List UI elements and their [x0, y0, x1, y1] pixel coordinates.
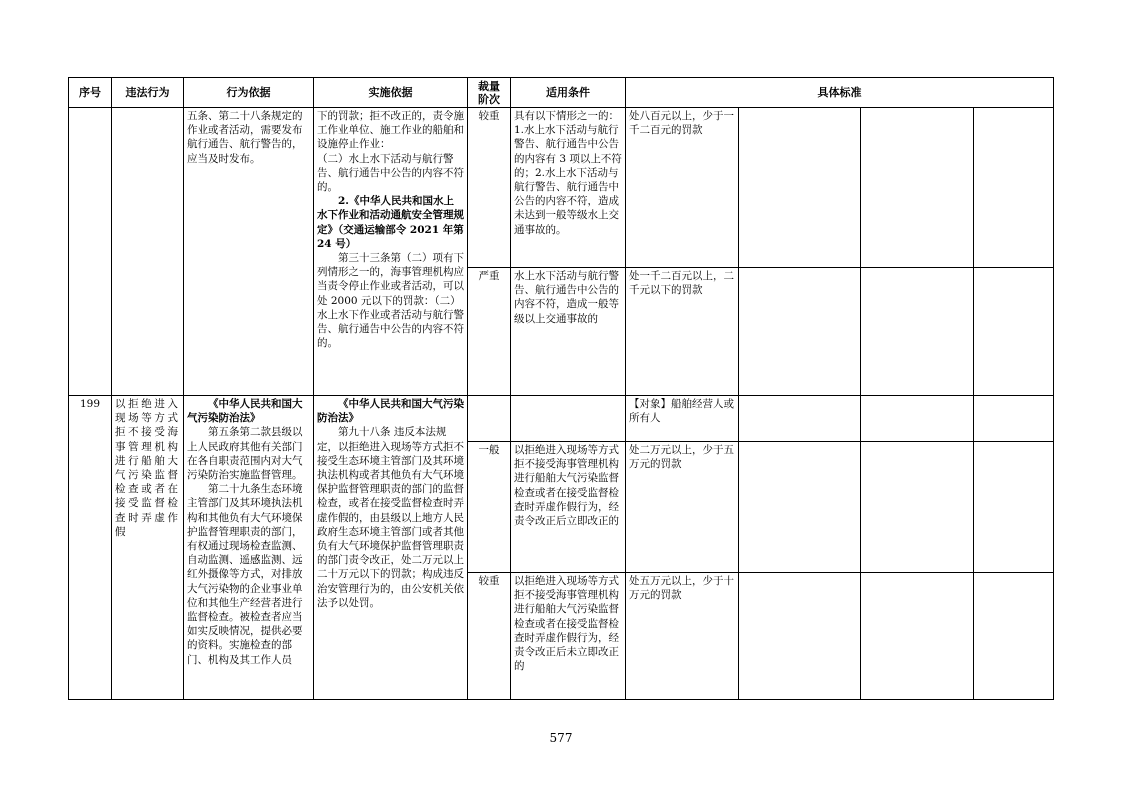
row-199-std-1-blank-c: [974, 442, 1054, 573]
cont-std-2-blank-c: [974, 268, 1054, 396]
row-199-level-0: [468, 396, 511, 442]
header-basis: 行为依据: [184, 78, 314, 108]
row-199-basis-law-title: 《中华人民共和国大气污染防治法》: [187, 398, 303, 425]
cont-std-2-blank-b: [861, 268, 974, 396]
row-199-level-1: 一般: [468, 442, 511, 573]
row-199-std-2: 处五万元以上，少于十万元的罚款: [626, 573, 739, 700]
cont-basis-cell: 五条、第二十八条规定的作业或者活动，需要发布航行通告、航行警告的，应当及时发布。: [184, 108, 314, 396]
cont-impl-cell: [314, 108, 468, 396]
row-199-std-2-blank-b: [861, 573, 974, 700]
row-199-seq: 199: [69, 396, 112, 700]
header-violation: 违法行为: [112, 78, 184, 108]
table-row: [69, 396, 1054, 442]
row-199-cond-2: 以拒绝进入现场等方式拒不接受海事管理机构进行船舶大气污染监督检查或者在接受监督检查时弄虚作假行为，经责令改正后未立即改正的: [511, 573, 626, 700]
cont-impl-regulation-title: 2.《中华人民共和国水上水下作业和活动通航安全管理规定》（交通运输部令 2021 年第 24 号）: [317, 195, 464, 250]
row-199-impl: [314, 396, 468, 700]
cont-cond-1: 具有以下情形之一的：1.水上水下活动与航行警告、航行通告中公告的内容有 3 项以上不符的；2.水上水下活动与航行警告、航行通告中公告的内容不符，造成未达到一般等级水上交通事故的。: [511, 108, 626, 268]
row-199-impl-law-title: 《中华人民共和国大气污染防治法》: [317, 398, 464, 425]
row-199-std-1-blank-a: [739, 442, 861, 573]
row-199-basis: [184, 396, 314, 700]
cont-impl-text-a: 下的罚款；拒不改正的，责令施工作业单位、施工作业的船舶和设施停止作业：: [317, 110, 464, 151]
row-199-std-2-blank-a: [739, 573, 861, 700]
row-199-cond-1: 以拒绝进入现场等方式拒不接受海事管理机构进行船舶大气污染监督检查或者在接受监督检查时弄虚作假行为，经责令改正后立即改正的: [511, 442, 626, 573]
row-199-std-0-blank-a: [739, 396, 861, 442]
cont-impl-text-c: 第三十三条第（二）项有下列情形之一的，海事管理机构应当责令停止作业或者活动，可以处 2000 元以下的罚款：（二）水上水下作业或者活动与航行警告、航行通告中公告的内容不符的。: [317, 252, 464, 350]
cont-level-2: 严重: [468, 268, 511, 396]
cont-std-2-blank-a: [739, 268, 861, 396]
cont-std-1-blank-b: [861, 108, 974, 268]
header-impl: 实施依据: [314, 78, 468, 108]
header-cond: 适用条件: [511, 78, 626, 108]
table-header-row: [69, 78, 1054, 108]
row-199-std-0-blank-b: [861, 396, 974, 442]
cont-std-1-blank-c: [974, 108, 1054, 268]
header-std: 具体标准: [626, 78, 1054, 108]
row-199-impl-article-98: 第九十八条 违反本法规定，以拒绝进入现场等方式拒不接受生态环境主管部门及其环境执法机构或者其他负有大气环境保护监督管理职责的部门的监督检查，或者在接受监督检查时弄虚作假的，由县级以上地方人民政府生态环境主管部门或者其他负有大气环境保护监督管理职责的部门责令改正，处二万元以上二十万元以下的罚款；构成违反治安管理行为的，由公安机关依法予以处罚。: [317, 426, 464, 609]
cont-std-1-blank-a: [739, 108, 861, 268]
cont-impl-text-b: （二）水上水下活动与航行警告、航行通告中公告的内容不符的。: [317, 152, 464, 194]
page-number: 577: [549, 731, 573, 745]
row-199-basis-article-29: 第二十九条生态环境主管部门及其环境执法机构和其他负有大气环境保护监督管理职责的部门，有权通过现场检查监测、自动监测、遥感监测、远红外摄像等方式，对排放大气污染物的企业事业单位和其他生产经营者进行监督检查。被检查者应当如实反映情况，提供必要的资料。实施检查的部门、机构及其工作人员: [187, 483, 303, 666]
cont-std-1: 处八百元以上，少于一千二百元的罚款: [626, 108, 739, 268]
header-level: 裁量阶次: [468, 78, 511, 108]
enforcement-standards-table: [68, 77, 1054, 700]
cont-std-2: 处一千二百元以上，二千元以下的罚款: [626, 268, 739, 396]
row-199-std-0-blank-c: [974, 396, 1054, 442]
row-199-basis-article-5: 第五条第二款县级以上人民政府其他有关部门在各自职责范围内对大气污染防治实施监督管理。: [187, 426, 303, 482]
row-199-cond-0: [511, 396, 626, 442]
cont-level-1: 较重: [468, 108, 511, 268]
cont-cond-2: 水上水下活动与航行警告、航行通告中公告的内容不符，造成一般等级以上交通事故的: [511, 268, 626, 396]
row-199-target: 【对象】船舶经营人或所有人: [626, 396, 739, 442]
cont-violation-cell: [112, 108, 184, 396]
row-199-std-1-blank-b: [861, 442, 974, 573]
header-seq: 序号: [69, 78, 112, 108]
row-199-level-2: 较重: [468, 573, 511, 700]
table-row: [69, 108, 1054, 268]
row-199-std-1: 处二万元以上，少于五万元的罚款: [626, 442, 739, 573]
row-199-std-2-blank-c: [974, 573, 1054, 700]
row-199-violation: 以拒绝进入现场等方式拒不接受海事管理机构进行船舶大气污染监督检查或者在接受监督检查时弄虚作假: [112, 396, 184, 700]
cont-seq-cell: [69, 108, 112, 396]
